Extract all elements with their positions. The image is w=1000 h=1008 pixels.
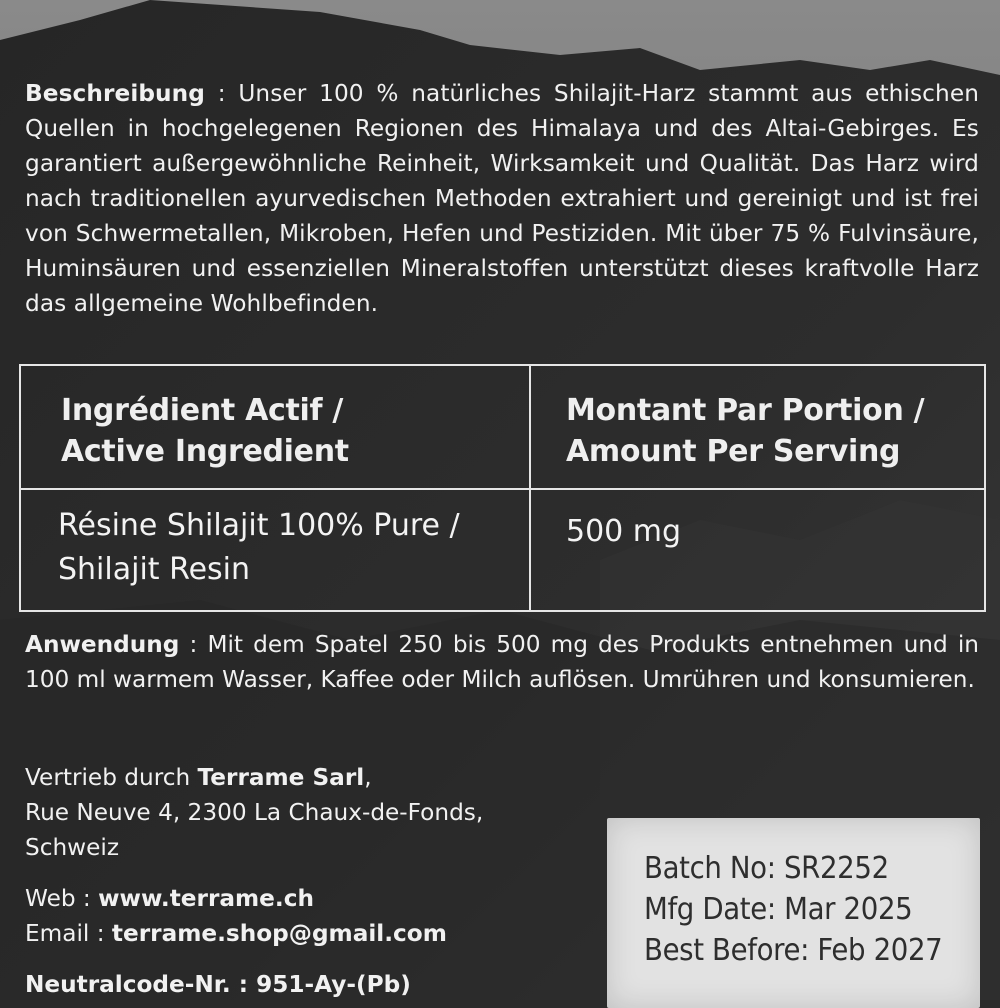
usage-label: Anwendung [25,631,180,658]
ingredient-line2: Shilajit Resin [58,552,251,587]
description-paragraph [25,76,979,321]
ingredient-line1: Résine Shilajit 100% Pure / [58,508,460,543]
table-cell-ingredient [58,504,460,592]
header-ingredient-line2: Active Ingredient [61,434,349,469]
best-before-date: Best Before: Feb 2027 [644,933,943,968]
header-ingredient-line1: Ingrédient Actif / [61,393,344,428]
contact-block [25,881,447,951]
batch-number: Batch No: SR2252 [644,851,889,886]
table-header-ingredient [61,390,349,472]
web-line [25,881,447,916]
address-line1: Rue Neuve 4, 2300 La Chaux-de-Fonds, [25,799,484,826]
description-separator: : [204,80,239,107]
web-label: Web : [25,885,99,912]
header-amount-line2: Amount Per Serving [566,434,901,469]
usage-paragraph [25,627,979,697]
usage-separator: : [179,631,208,658]
table-cell-amount: 500 mg [566,514,682,549]
ingredient-table [19,364,986,612]
description-text: Unser 100 % natürliches Shilajit-Harz stammt aus ethischen Quellen in hochgelegenen Regionen des Himalaya und des Altai-Gebirges. Es garantiert außergewöhnliche Reinheit, Wirksamkeit und Qualität. Das Harz wird nach traditionellen ayurvedischen Methoden extrahiert und gereinigt und ist frei von Schwermetallen, Mikroben, Hefen und Pestiziden. Mit über 75 % Fulvinsäure, Huminsäuren und essenziellen Mineralstoffen unterstützt dieses kraftvolle Harz das allgemeine Wohlbefinden. [25,80,979,317]
batch-sticker [607,818,980,1008]
distributor-prefix: Vertrieb durch [25,764,198,791]
address-line2: Schweiz [25,834,120,861]
email-label: Email : [25,920,112,947]
distributor-company: Terrame Sarl [197,764,365,791]
table-row-divider [21,488,984,490]
neutral-code: Neutralcode-Nr. : 951-Ay-(Pb) [25,971,411,998]
usage-text: Mit dem Spatel 250 bis 500 mg des Produkts entnehmen und in 100 ml warmem Wasser, Kaffee oder Milch auflösen. Umrühren und konsumieren. [25,631,979,693]
web-link[interactable]: www.terrame.ch [98,885,314,912]
description-label: Beschreibung [25,80,205,107]
table-header-amount [566,390,924,472]
distributor-suffix: , [364,764,372,791]
header-amount-line1: Montant Par Portion / [566,393,925,428]
mfg-date: Mfg Date: Mar 2025 [644,892,913,927]
distributor-line [25,760,483,795]
email-link[interactable]: terrame.shop@gmail.com [111,920,447,947]
email-line [25,916,447,951]
distributor-block [25,760,483,865]
